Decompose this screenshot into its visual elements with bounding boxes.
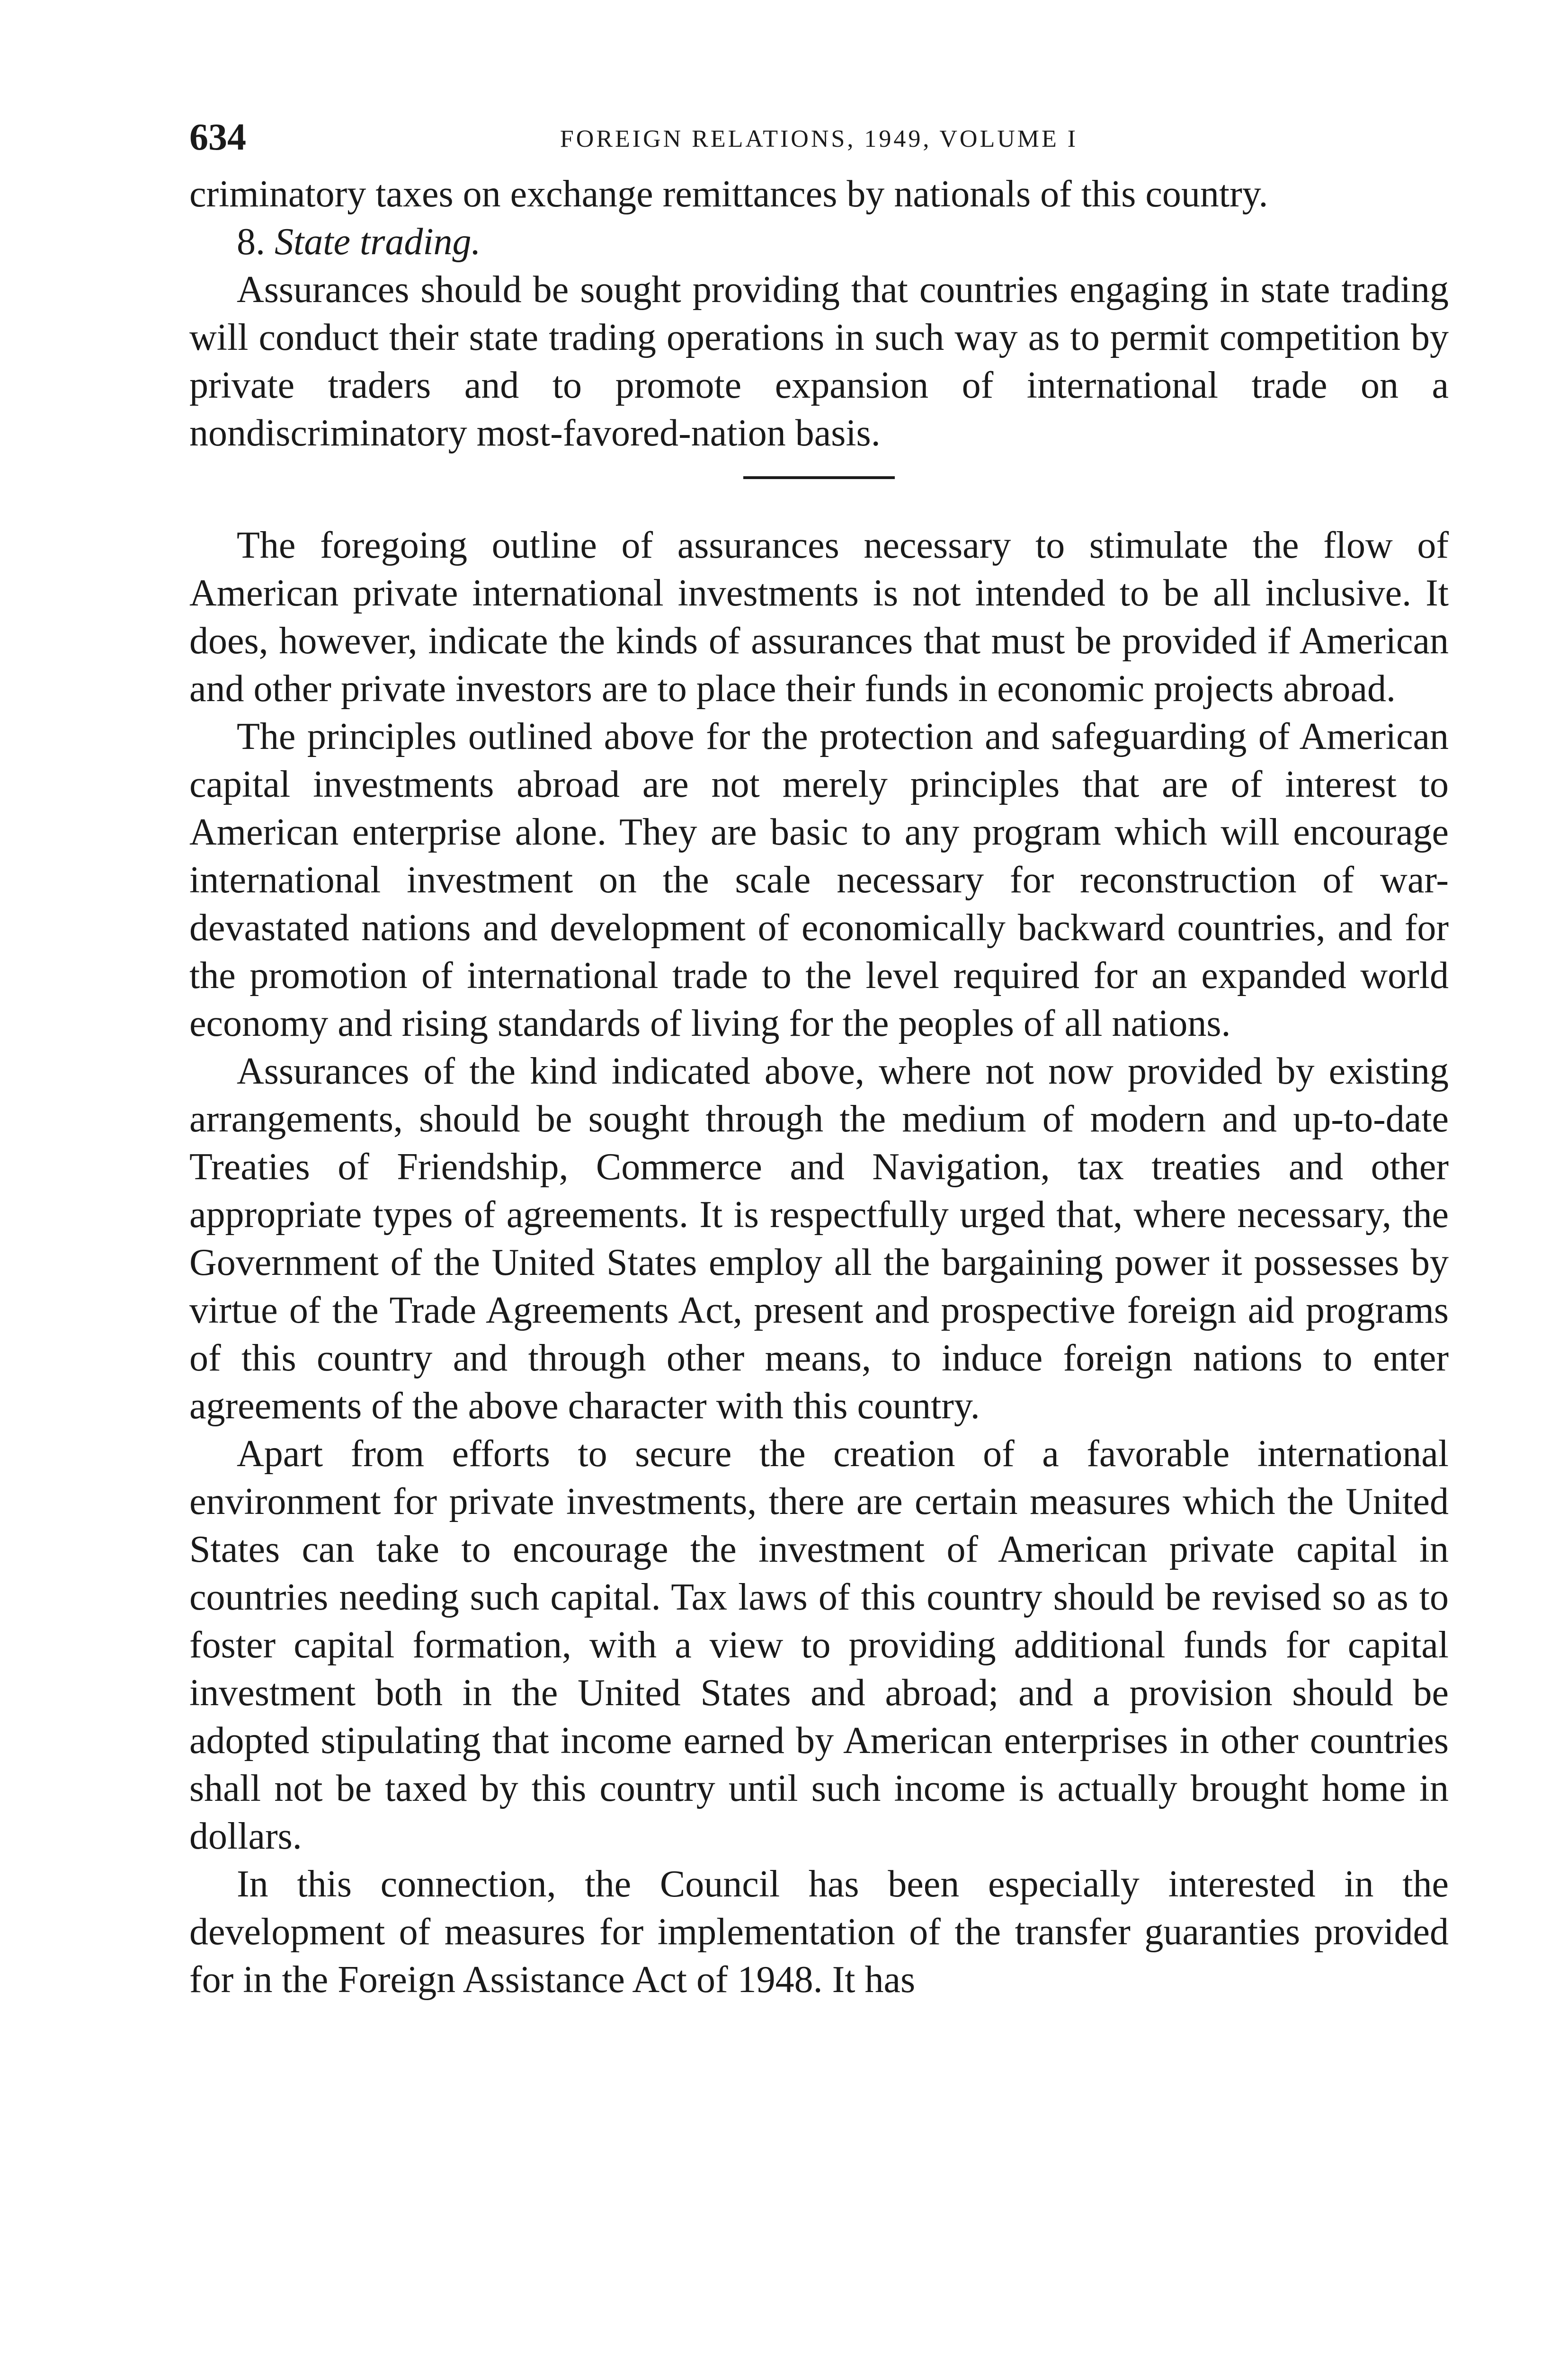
paragraph-foregoing-outline: The foregoing outline of assurances necessary to stimulate the flow of American private international investments is not intended to be all inclusive. It does, however, indicate the kinds of assurances that must be provided if American and other private investors are to place their funds in economic projects abroad. (189, 525, 1449, 710)
section-divider (743, 476, 895, 479)
section-heading-text: State trading. (275, 221, 481, 263)
document-page (189, 114, 1449, 2004)
paragraph-tax-laws: Apart from efforts to secure the creation of a favorable international environment for private investments, there are certain measures which the United States can take to encourage the investment of American private capital in countries needing such capital. Tax laws of this country should be revised so as to foster capital formation, with a view to providing additional funds for capital investment both in the United States and abroad; and a provision should be adopted stipulating that income earned by American enterprises in other countries shall not be taxed by this country until such income is actually brought home in dollars. (189, 1433, 1449, 1857)
paragraph-state-trading: Assurances should be sought providing that countries engaging in state trading will conduct their state trading operations in such way as to permit competition by private traders and to promote expansion of international trade on a nondiscriminatory most-favored-nation basis. (189, 269, 1449, 454)
paragraph-continued: criminatory taxes on exchange remittances by nationals of this country. (189, 173, 1268, 215)
page-number: 634 (189, 116, 246, 158)
paragraph-transfer-guaranties: In this connection, the Council has been especially interested in the development of measures for implementation of the transfer guaranties provided for in the Foreign Assistance Act of 1948. It has (189, 1863, 1449, 2001)
section-heading (189, 218, 1449, 266)
section-number: 8. (237, 221, 265, 263)
running-head (189, 114, 1449, 170)
paragraph-assurances: Assurances of the kind indicated above, where not now provided by existing arrangements, should be sought through the medium of modern and up-to-date Treaties of Friendship, Commerce and Navigation, tax treaties and other appropriate types of agreements. It is respectfully urged that, where necessary, the Government of the United States employ all the bargaining power it possesses by virtue of the Trade Agreements Act, present and prospective foreign aid programs of this country and through other means, to induce foreign nations to enter agreements of the above character with this country. (189, 1050, 1449, 1427)
running-head-title: FOREIGN RELATIONS, 1949, VOLUME I (560, 125, 1078, 152)
paragraph-principles: The principles outlined above for the protection and safeguarding of American capital investments abroad are not merely principles that are of interest to American enterprise alone. They are basic to any program which will encourage international investment on the scale necessary for reconstruction of war-devastated nations and development of economically backward countries, and for the promotion of international trade to the level required for an expanded world economy and rising standards of living for the peoples of all nations. (189, 716, 1449, 1044)
